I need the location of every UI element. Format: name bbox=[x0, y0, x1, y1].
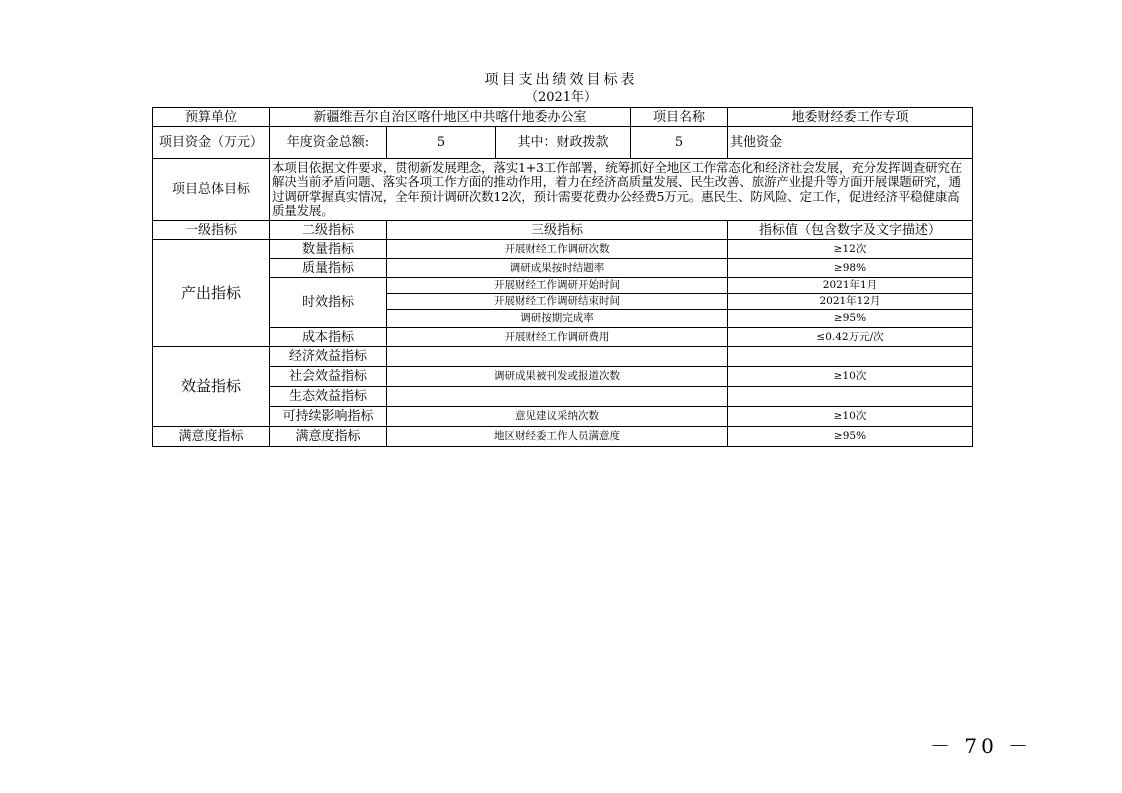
level3-cell: 开展财经工作调研结束时间 bbox=[387, 294, 728, 310]
table-row bbox=[153, 367, 973, 387]
level2-cell: 时效指标 bbox=[270, 278, 387, 328]
table-row bbox=[153, 108, 973, 127]
group-satisfaction: 满意度指标 bbox=[153, 427, 270, 447]
table-row bbox=[153, 387, 973, 407]
level2-cell: 可持续影响指标 bbox=[270, 407, 387, 427]
table-row bbox=[153, 347, 973, 367]
level2-cell: 成本指标 bbox=[270, 328, 387, 347]
level3-cell: 地区财经委工作人员满意度 bbox=[387, 427, 728, 447]
fiscal-funds-label: 其中：财政拨款 bbox=[496, 127, 631, 159]
annual-total-label: 年度资金总额: bbox=[270, 127, 387, 159]
level3-cell: 调研成果被刊发或报道次数 bbox=[387, 367, 728, 387]
table-row bbox=[153, 127, 973, 159]
value-cell: ≥95% bbox=[728, 427, 973, 447]
performance-target-table bbox=[152, 107, 973, 447]
level2-cell: 经济效益指标 bbox=[270, 347, 387, 367]
goal-text: 本项目依据文件要求，贯彻新发展理念，落实1+3工作部署，统筹抓好全地区工作常态化和经济社会发展，充分发挥调查研究在解决当前矛盾问题、落实各项工作方面的推动作用，着力在经济高质量发展、民生改善、旅游产业提升等方面开展课题研究，通过调研掌握真实情况，全年预计调研次数12次，预计需要花费办公经费5万元。惠民生、防风险、定工作，促进经济平稳健康高质量发展。 bbox=[270, 159, 973, 221]
col-header-value: 指标值（包含数字及文字描述） bbox=[728, 221, 973, 240]
table-row bbox=[153, 278, 973, 294]
level3-cell: 调研按期完成率 bbox=[387, 310, 728, 328]
level3-cell: 开展财经工作调研费用 bbox=[387, 328, 728, 347]
col-header-level3: 三级指标 bbox=[387, 221, 728, 240]
table-title: 项目支出绩效目标表 bbox=[484, 72, 638, 88]
goal-label: 项目总体目标 bbox=[153, 159, 270, 221]
table-year: （2021年） bbox=[524, 90, 598, 105]
value-cell: 2021年12月 bbox=[728, 294, 973, 310]
page-number: － 70 － bbox=[930, 734, 1033, 758]
col-header-level2: 二级指标 bbox=[270, 221, 387, 240]
value-cell bbox=[728, 387, 973, 407]
level2-cell: 社会效益指标 bbox=[270, 367, 387, 387]
col-header-level1: 一级指标 bbox=[153, 221, 270, 240]
level2-cell: 满意度指标 bbox=[270, 427, 387, 447]
value-cell: ≥95% bbox=[728, 310, 973, 328]
project-name-label: 项目名称 bbox=[631, 108, 728, 127]
value-cell: ≥10次 bbox=[728, 407, 973, 427]
other-funds-label: 其他资金 bbox=[730, 135, 783, 150]
table-row bbox=[153, 407, 973, 427]
annual-total-value: 5 bbox=[387, 127, 496, 159]
other-funds-cell bbox=[728, 127, 973, 159]
value-cell: ≥98% bbox=[728, 259, 973, 278]
level3-cell bbox=[387, 387, 728, 407]
group-output: 产出指标 bbox=[153, 240, 270, 347]
table-row bbox=[153, 328, 973, 347]
table-row bbox=[153, 259, 973, 278]
level3-cell bbox=[387, 347, 728, 367]
level2-cell: 生态效益指标 bbox=[270, 387, 387, 407]
level3-cell: 开展财经工作调研次数 bbox=[387, 240, 728, 259]
value-cell: 2021年1月 bbox=[728, 278, 973, 294]
value-cell: ≥10次 bbox=[728, 367, 973, 387]
value-cell bbox=[728, 347, 973, 367]
table-row bbox=[153, 240, 973, 259]
level2-cell: 质量指标 bbox=[270, 259, 387, 278]
column-header-row bbox=[153, 221, 973, 240]
budget-unit-label: 预算单位 bbox=[153, 108, 270, 127]
level2-cell: 数量指标 bbox=[270, 240, 387, 259]
value-cell: ≥12次 bbox=[728, 240, 973, 259]
table-row bbox=[153, 159, 973, 221]
budget-unit-value: 新疆维吾尔自治区喀什地区中共喀什地委办公室 bbox=[270, 108, 631, 127]
value-cell: ≤0.42万元/次 bbox=[728, 328, 973, 347]
project-name-value: 地委财经委工作专项 bbox=[728, 108, 973, 127]
group-benefit: 效益指标 bbox=[153, 347, 270, 427]
level3-cell: 意见建议采纳次数 bbox=[387, 407, 728, 427]
fiscal-funds-value: 5 bbox=[631, 127, 728, 159]
funds-label: 项目资金（万元） bbox=[153, 127, 270, 159]
level3-cell: 开展财经工作调研开始时间 bbox=[387, 278, 728, 294]
table-row bbox=[153, 427, 973, 447]
level3-cell: 调研成果按时结题率 bbox=[387, 259, 728, 278]
